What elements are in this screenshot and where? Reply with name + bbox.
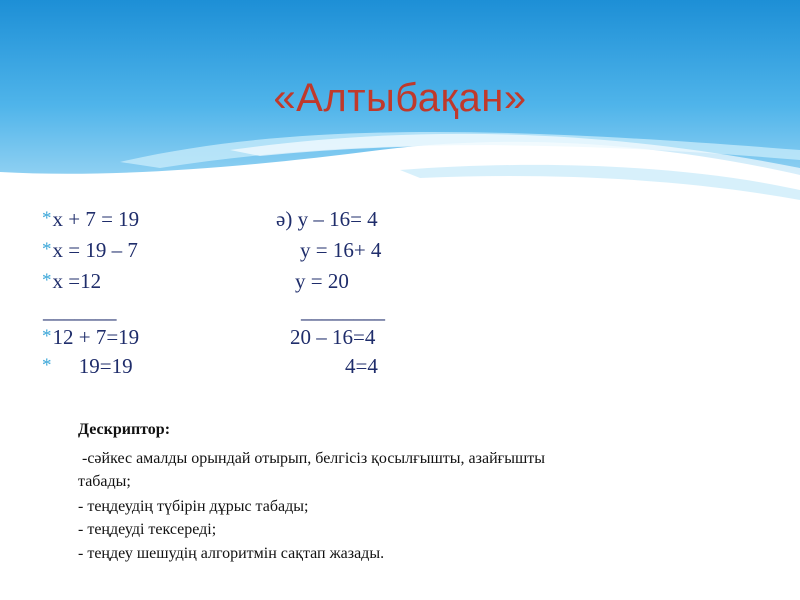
right-equation-1: ә) у – 16= 4 [276, 207, 378, 231]
bullet-icon: * [42, 208, 52, 229]
right-equation-2: у = 16+ 4 [300, 238, 382, 262]
left-divider-line [42, 299, 117, 325]
slide-title: «Алтыбақан» [273, 76, 527, 120]
descriptor-line-5: - теңдеу шешудің алгоритмін сақтап жазады. [78, 545, 385, 562]
bullet-icon: * [42, 326, 52, 347]
equation-text: x + 7 = 19 [52, 207, 140, 231]
equation-text: x = 19 – 7 [52, 238, 138, 262]
left-equation-result [42, 354, 133, 380]
equation-text: 19=19 [52, 354, 133, 378]
descriptor-line-4: - теңдеуді тексереді; [78, 521, 217, 538]
right-divider-line: ________ [301, 299, 385, 323]
descriptor-line-1: -сәйкес амалды орындай отырып, белгісіз қосылғышты, азайғышты [78, 450, 545, 467]
descriptor-line-3: - теңдеудің түбірін дұрыс табады; [78, 498, 309, 515]
left-equation-3 [42, 269, 101, 295]
header-wave-shadow [400, 165, 800, 200]
bullet-icon: * [42, 355, 52, 376]
descriptor-title: Дескриптор: [78, 421, 171, 438]
left-equation-check [42, 325, 139, 351]
descriptor-line-2: табады; [78, 473, 131, 490]
left-equation-2 [42, 238, 138, 264]
left-equation-1 [42, 207, 139, 233]
right-equation-result: 4=4 [345, 354, 378, 378]
right-equation-check: 20 – 16=4 [290, 325, 376, 349]
divider-text: _______ [43, 299, 117, 323]
bullet-icon: * [42, 270, 52, 291]
bullet-icon: * [42, 239, 52, 260]
right-equation-3: у = 20 [295, 269, 349, 293]
equation-text: 12 + 7=19 [52, 325, 140, 349]
equation-text: x =12 [52, 269, 102, 293]
